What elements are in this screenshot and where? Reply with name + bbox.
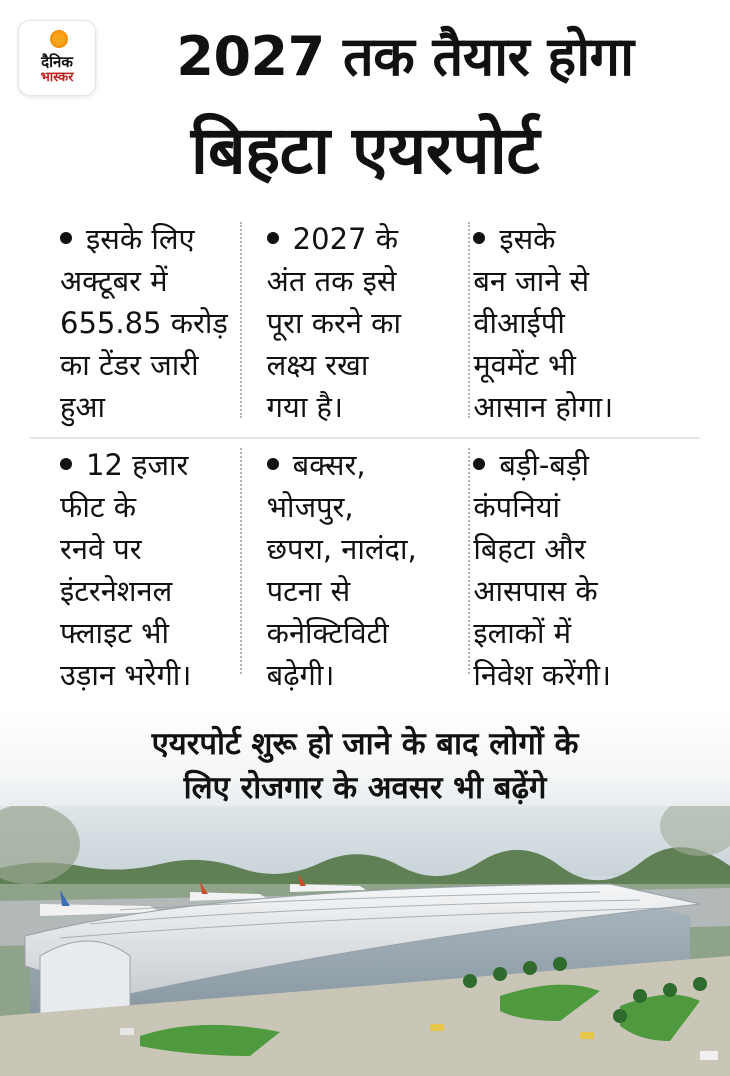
bullet-icon bbox=[60, 458, 72, 470]
point-line bbox=[60, 444, 255, 486]
point-line: कंपनियां bbox=[473, 490, 561, 524]
points-row-2 bbox=[60, 444, 680, 714]
point-line: मूवमेंट भी bbox=[473, 348, 576, 382]
points-row-1 bbox=[60, 218, 680, 432]
point-line: बढ़ेगी। bbox=[266, 658, 335, 692]
point-line bbox=[267, 444, 462, 486]
point-line bbox=[473, 218, 668, 260]
point-item bbox=[267, 444, 474, 714]
headline-line-2: बिहटा एयरपोर्ट bbox=[190, 112, 540, 189]
column-divider bbox=[468, 448, 470, 674]
point-item bbox=[267, 218, 474, 432]
point-line: पूरा करने का bbox=[266, 306, 401, 340]
bullet-icon bbox=[473, 458, 485, 470]
point-line: निवेश करेंगी। bbox=[473, 658, 611, 692]
point-line: फीट के bbox=[60, 490, 136, 524]
point-line-text: इसके bbox=[499, 222, 556, 256]
point-line: अक्टूबर में bbox=[60, 264, 168, 298]
bullet-icon bbox=[267, 458, 279, 470]
point-line: 655.85 करोड़ bbox=[60, 306, 228, 340]
logo-line-1: दैनिक bbox=[41, 52, 73, 71]
bullet-icon bbox=[60, 232, 72, 244]
point-line-text: इसके लिए bbox=[86, 222, 195, 256]
point-line: का टेंडर जारी bbox=[60, 348, 199, 382]
point-item bbox=[473, 444, 680, 714]
point-line bbox=[267, 218, 462, 260]
point-line-text: 2027 के bbox=[292, 222, 398, 256]
caption-line-2: लिए रोजगार के अवसर भी बढ़ेंगे bbox=[183, 770, 547, 806]
point-item bbox=[473, 218, 680, 432]
column-divider bbox=[468, 222, 470, 418]
bullet-icon bbox=[473, 232, 485, 244]
point-line-text: बड़ी-बड़ी bbox=[499, 448, 589, 482]
point-line: हुआ bbox=[60, 390, 106, 424]
point-line-text: बक्सर, bbox=[292, 448, 366, 482]
point-line bbox=[473, 444, 668, 486]
point-line: बिहटा और bbox=[473, 532, 586, 566]
key-points-grid bbox=[60, 218, 680, 714]
headline-line-1: 2027 तक तैयार होगा bbox=[176, 25, 634, 88]
point-line: आसान होगा। bbox=[473, 390, 614, 424]
caption-line-1: एयरपोर्ट शुरू हो जाने के बाद लोगों के bbox=[151, 726, 579, 762]
point-line: कनेक्टिविटी bbox=[266, 616, 389, 650]
point-line bbox=[60, 218, 255, 260]
point-line: इंटरनेशनल bbox=[60, 574, 173, 608]
point-line: भोजपुर, bbox=[266, 490, 354, 524]
point-item bbox=[60, 218, 267, 432]
point-line-text: 12 हजार bbox=[86, 448, 189, 482]
point-line: फ्लाइट भी bbox=[60, 616, 170, 650]
point-line: आसपास के bbox=[473, 574, 598, 608]
point-line: गया है। bbox=[266, 390, 343, 424]
point-line: वीआईपी bbox=[473, 306, 565, 340]
point-line: इलाकों में bbox=[473, 616, 572, 650]
point-line: लक्ष्य रखा bbox=[266, 348, 369, 382]
point-line: रनवे पर bbox=[60, 532, 142, 566]
column-divider bbox=[240, 222, 242, 418]
point-line: बन जाने से bbox=[473, 264, 590, 298]
point-line: उड़ान भरेगी। bbox=[60, 658, 192, 692]
row-divider bbox=[30, 437, 700, 439]
point-line: अंत तक इसे bbox=[266, 264, 397, 298]
column-divider bbox=[240, 448, 242, 674]
point-line: पटना से bbox=[266, 574, 351, 608]
airport-terminal-illustration bbox=[0, 806, 730, 1076]
logo-line-2: भास्कर bbox=[40, 69, 74, 85]
point-item bbox=[60, 444, 267, 714]
bullet-icon bbox=[267, 232, 279, 244]
caption bbox=[0, 722, 730, 810]
point-line: छपरा, नालंदा, bbox=[266, 532, 417, 566]
